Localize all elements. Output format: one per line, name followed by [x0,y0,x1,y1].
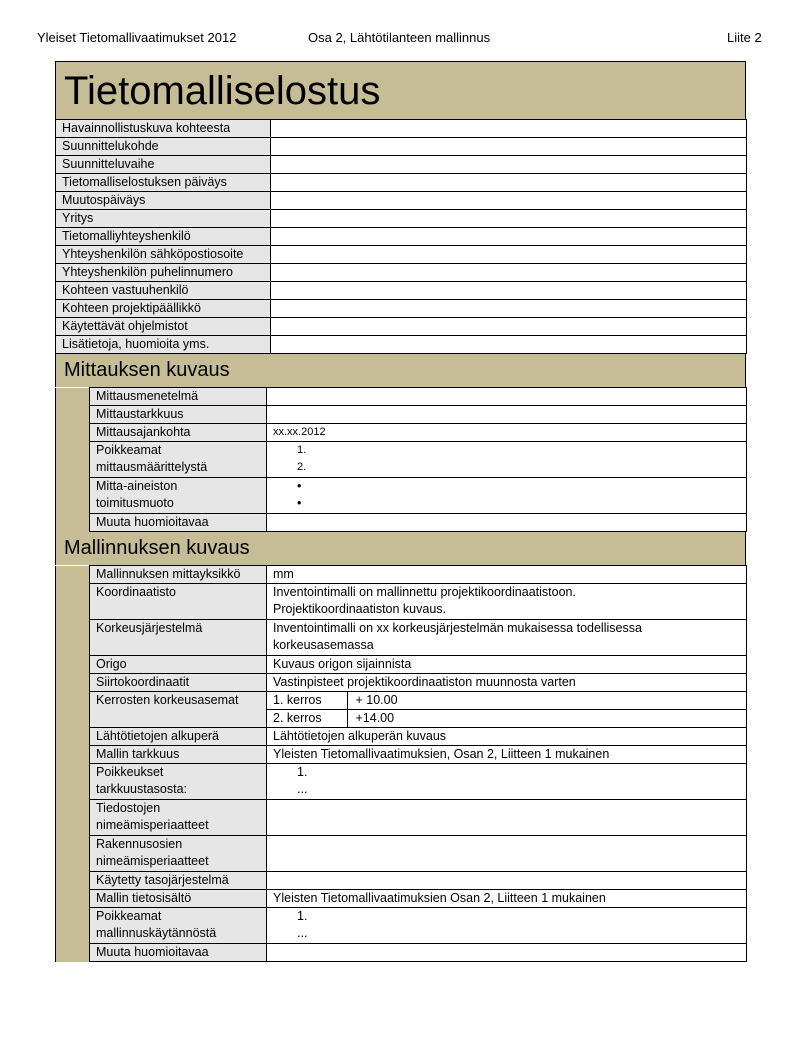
measurement-section-title: Mittauksen kuvaus [64,359,230,381]
prec-dev-label-line-2: tarkkuustasosta: [96,782,188,796]
general-row-label: Tietomalliselostuksen päiväys [56,174,271,192]
general-row-value[interactable] [271,174,747,192]
prec-dev-item-2: ... [297,782,308,796]
general-row-value[interactable] [271,264,747,282]
modeling-floors-value[interactable] [267,692,747,728]
general-row-value[interactable] [271,120,747,138]
modeling-transfer-value[interactable]: Vastinpisteet projektikoordinaatiston muunnosta varten [267,674,747,692]
general-row [56,120,747,138]
floors-table [267,692,746,727]
floor-1-value: + 10.00 [355,693,398,707]
modeling-table [55,565,747,962]
general-row-value[interactable] [271,282,747,300]
modeling-height-label: Korkeusjärjestelmä [90,620,267,656]
general-row-value[interactable] [271,318,747,336]
general-row [56,282,747,300]
modeling-transfer-label: Siirtokoordinaatit [90,674,267,692]
measurement-accuracy-value[interactable] [267,406,747,424]
part-naming-line-1: Rakennusosien [96,837,183,851]
modeling-unit-value[interactable]: mm [267,566,747,584]
modeling-gutter [56,566,90,962]
measurement-delivery-label [90,478,267,514]
general-row-label: Kohteen vastuuhenkilö [56,282,271,300]
modeling-source-value[interactable]: Lähtötietojen alkuperän kuvaus [267,728,747,746]
measurement-other-label: Muuta huomioitavaa [90,514,267,532]
modeling-file-naming-value[interactable] [267,800,747,836]
model-report-form [55,61,746,962]
general-row-label: Muutospäiväys [56,192,271,210]
prec-dev-label-line-1: Poikkeukset [96,765,164,779]
measurement-delivery-value[interactable] [267,478,747,514]
delivery-label-line-1: Mitta-aineiston [96,479,178,493]
modeling-level-system-value[interactable] [267,872,747,890]
practice-item-1: 1. [297,909,308,923]
part-naming-line-2: nimeämisperiaatteet [96,854,209,868]
coord-value-line-2: Projektikoordinaatiston kuvaus. [273,602,447,616]
general-row-value[interactable] [271,300,747,318]
modeling-part-naming-value[interactable] [267,836,747,872]
general-row-label: Yhteyshenkilön puhelinnumero [56,264,271,282]
general-row [56,228,747,246]
modeling-practice-deviation-value[interactable] [267,908,747,944]
general-row-value[interactable] [271,192,747,210]
modeling-precision-deviation-value[interactable] [267,764,747,800]
measurement-deviations-value[interactable] [267,442,747,478]
height-value-line-2: korkeusasemassa [273,638,374,652]
coord-value-line-1: Inventointimalli on mallinnettu projektikoordinaatistoon. [273,585,576,599]
modeling-content-label: Mallin tietosisältö [90,890,267,908]
general-info-table [55,119,747,354]
general-row [56,174,747,192]
modeling-coord-value[interactable] [267,584,747,620]
file-naming-line-1: Tiedostojen [96,801,161,815]
modeling-origin-value[interactable]: Kuvaus origon sijainnista [267,656,747,674]
delivery-bullet-1: • [297,479,302,493]
modeling-precision-value[interactable]: Yleisten Tietomallivaatimuksien, Osan 2, Liitteen 1 mukainen [267,746,747,764]
modeling-other-label: Muuta huomioitavaa [90,944,267,962]
header-section-name: Osa 2, Lähtötilanteen mallinnus [308,30,491,45]
general-row-value[interactable] [271,138,747,156]
measurement-deviations-label [90,442,267,478]
general-row [56,336,747,354]
floor-1-name: 1. kerros [267,692,347,710]
general-row-value[interactable] [271,246,747,264]
general-row [56,156,747,174]
general-row-label: Lisätietoja, huomioita yms. [56,336,271,354]
general-row-label: Suunnitteluvaihe [56,156,271,174]
general-row-value[interactable] [271,210,747,228]
delivery-bullet-2: • [297,496,302,510]
modeling-level-system-label: Käytetty tasojärjestelmä [90,872,267,890]
general-row-label: Käytettävät ohjelmistot [56,318,271,336]
general-row-label: Yhteyshenkilön sähköpostiosoite [56,246,271,264]
general-row-label: Havainnollistuskuva kohteesta [56,120,271,138]
header-appendix: Liite 2 [727,30,762,45]
general-row-label: Tietomalliyhteyshenkilö [56,228,271,246]
modeling-floors-label: Kerrosten korkeusasemat [90,692,267,728]
modeling-unit-label: Mallinnuksen mittayksikkö [90,566,267,584]
height-value-line-1: Inventointimalli on xx korkeusjärjestelmän mukaisessa todellisessa [273,621,642,635]
modeling-precision-deviation-label [90,764,267,800]
modeling-coord-label: Koordinaatisto [90,584,267,620]
practice-dev-line-2: mallinnuskäytännöstä [96,926,217,940]
modeling-source-label: Lähtötietojen alkuperä [90,728,267,746]
deviations-item-2: 2. [297,461,307,473]
practice-dev-line-1: Poikkeamat [96,909,162,923]
measurement-accuracy-label: Mittaustarkkuus [90,406,267,424]
modeling-file-naming-label [90,800,267,836]
measurement-section-header [55,354,746,387]
modeling-part-naming-label [90,836,267,872]
modeling-practice-deviation-label [90,908,267,944]
general-row-value[interactable] [271,156,747,174]
file-naming-line-2: nimeämisperiaatteet [96,818,209,832]
measurement-table [55,387,747,532]
form-title: Tietomalliselostus [64,69,381,113]
measurement-other-value[interactable] [267,514,747,532]
general-row [56,138,747,156]
deviations-label-line-1: Poikkeamat [96,443,162,457]
modeling-content-value[interactable]: Yleisten Tietomallivaatimuksien Osan 2, Liitteen 1 mukainen [267,890,747,908]
general-row-value[interactable] [271,228,747,246]
general-row [56,318,747,336]
general-row [56,300,747,318]
general-row [56,264,747,282]
general-row-label: Kohteen projektipäällikkö [56,300,271,318]
measurement-time-value[interactable]: xx.xx.2012 [267,424,747,442]
general-row [56,246,747,264]
modeling-section-title: Mallinnuksen kuvaus [64,537,250,559]
modeling-origin-label: Origo [90,656,267,674]
deviations-item-1: 1. [297,444,307,456]
general-row [56,210,747,228]
form-title-bar [55,61,746,119]
modeling-precision-label: Mallin tarkkuus [90,746,267,764]
deviations-label-line-2: mittausmäärittelystä [96,460,208,474]
measurement-method-value[interactable] [267,388,747,406]
modeling-other-value[interactable] [267,944,747,962]
delivery-label-line-2: toimitusmuoto [96,496,174,510]
prec-dev-item-1: 1. [297,765,308,779]
practice-item-2: ... [297,926,308,940]
modeling-section-header [55,532,746,565]
measurement-method-label: Mittausmenetelmä [90,388,267,406]
general-row [56,192,747,210]
header-document-name: Yleiset Tietomallivaatimukset 2012 [37,30,237,45]
modeling-height-value[interactable] [267,620,747,656]
floor-2-value: +14.00 [347,710,746,728]
general-row-value[interactable] [271,336,747,354]
floor-2-name: 2. kerros [267,710,347,728]
measurement-time-label: Mittausajankohta [90,424,267,442]
general-row-label: Yritys [56,210,271,228]
measurement-gutter [56,388,90,532]
general-row-label: Suunnittelukohde [56,138,271,156]
